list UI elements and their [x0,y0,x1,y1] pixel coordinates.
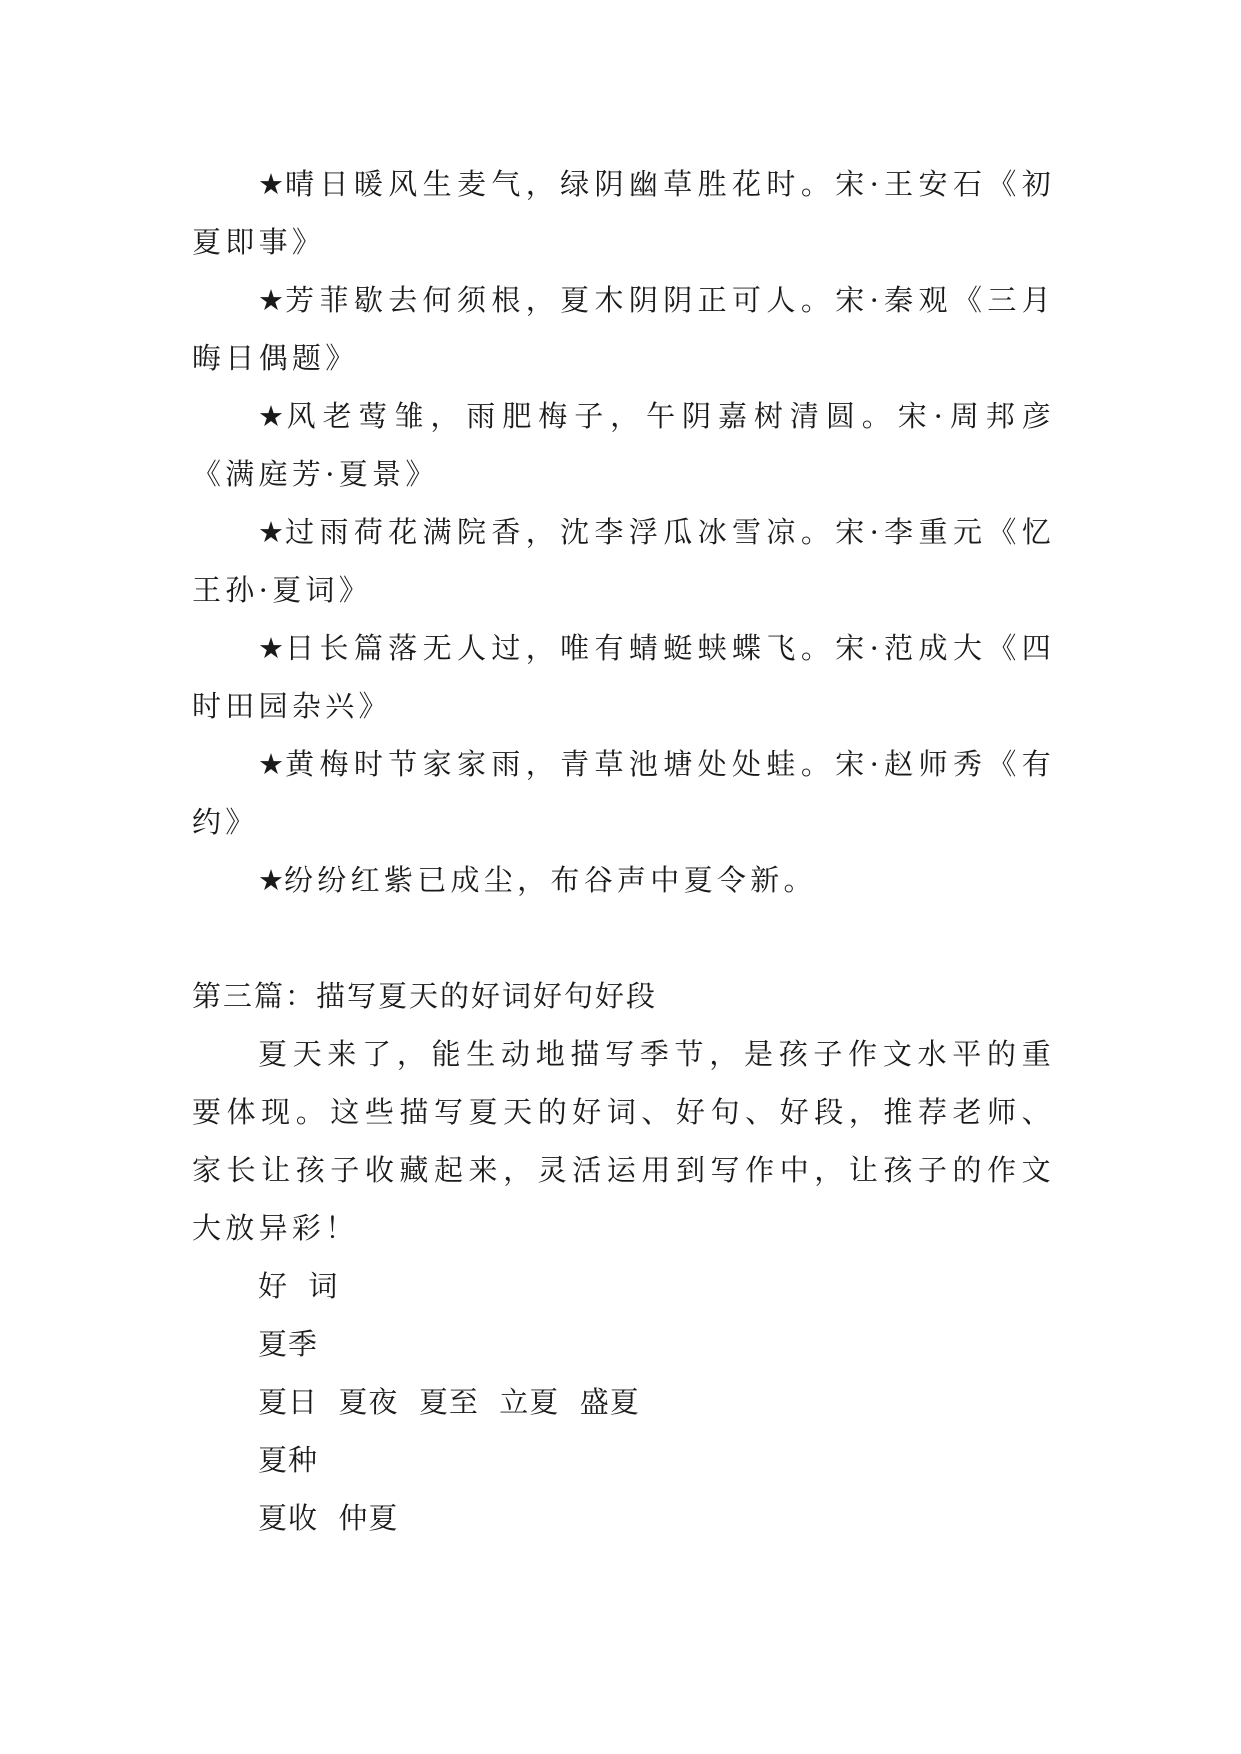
word-list-item: 夏日 夏夜 夏至 立夏 盛夏 [258,1385,640,1419]
section-intro: 夏天来了，能生动地描写季节，是孩子作文水平的重要体现。这些描写夏天的好词、好句、好段，推荐老师、家长让孩子收藏起来，灵活运用到写作中，让孩子的作文大放异彩！ [192,1037,1055,1245]
poem-line [192,851,1055,909]
poem-text: 日长篇落无人过，唯有蜻蜓蛱蝶飞。宋·范成大《四时田园杂兴》 [192,631,1056,723]
word-list-item: 夏收 仲夏 [258,1501,399,1535]
poem-line [192,735,1055,851]
star-icon: ★ [258,863,284,897]
star-icon: ★ [258,515,286,549]
section-title: 第三篇：描写夏天的好词好句好段 [192,979,658,1013]
poem-line [192,619,1055,735]
poem-line [192,271,1055,387]
document-page [192,155,1055,1547]
section-spacer [192,909,1055,967]
poem-line [192,503,1055,619]
subheading-good-words: 好 词 [258,1269,339,1303]
poem-text: 纷纷红紫已成尘，布谷声中夏令新。 [284,863,817,897]
poem-text: 晴日暖风生麦气，绿阴幽草胜花时。宋·王安石《初夏即事》 [192,167,1056,259]
poem-line [192,155,1055,271]
star-icon: ★ [258,747,286,781]
star-icon: ★ [258,283,286,317]
word-list [192,1315,1055,1547]
star-icon: ★ [258,399,287,433]
star-icon: ★ [258,167,286,201]
poem-text: 黄梅时节家家雨，青草池塘处处蛙。宋·赵师秀《有约》 [192,747,1056,839]
poem-line [192,387,1055,503]
poem-list [192,155,1055,909]
word-list-item: 夏种 [258,1443,319,1477]
poem-text: 芳菲歇去何须根，夏木阴阴正可人。宋·秦观《三月晦日偶题》 [192,283,1056,375]
word-list-item: 夏季 [258,1327,319,1361]
star-icon: ★ [258,631,286,665]
poem-text: 过雨荷花满院香，沈李浮瓜冰雪凉。宋·李重元《忆王孙·夏词》 [192,515,1056,607]
poem-text: 风老莺雏，雨肥梅子，午阴嘉树清圆。宋·周邦彦《满庭芳·夏景》 [192,399,1056,491]
